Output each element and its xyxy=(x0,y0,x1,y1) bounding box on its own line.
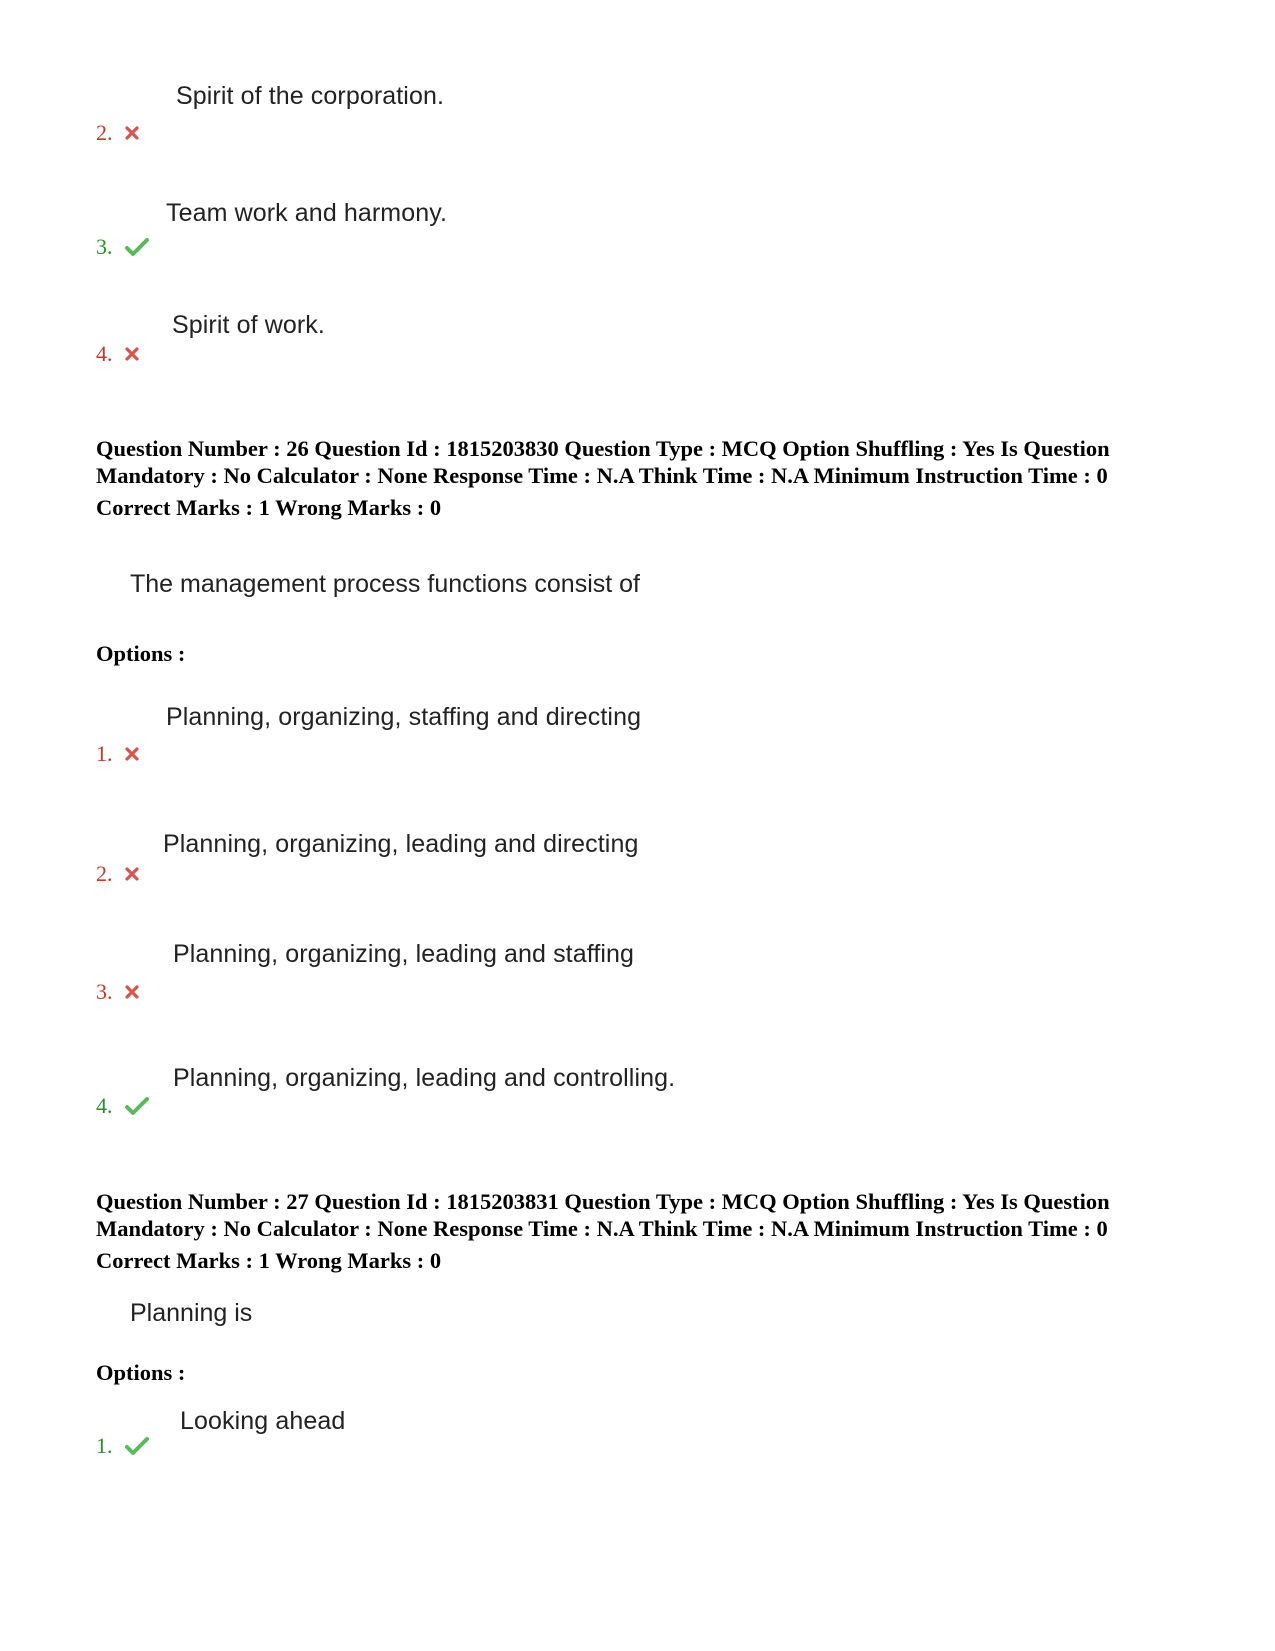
option-text: Team work and harmony. xyxy=(166,199,448,227)
meta-marks: Correct Marks : 1 Wrong Marks : 0 xyxy=(96,495,442,520)
option-text: Spirit of the corporation. xyxy=(176,82,445,110)
option-marker xyxy=(96,1433,149,1459)
option-number: 1. xyxy=(96,1433,113,1458)
meta-line: Mandatory : No Calculator : None Response Time : N.A Think Time : N.A Minimum Instruction Time : 0 xyxy=(96,1216,1108,1241)
cross-icon xyxy=(125,867,139,881)
question-text: The management process functions consist of xyxy=(130,570,640,598)
option-number: 3. xyxy=(96,234,113,259)
meta-line: Question Number : 27 Question Id : 1815203831 Question Type : MCQ Option Shuffling : Yes Is Question xyxy=(96,1189,1110,1214)
option-marker xyxy=(96,979,139,1005)
options-label: Options : xyxy=(96,1360,186,1385)
option-text: Planning, organizing, leading and controlling. xyxy=(173,1064,676,1092)
cross-icon xyxy=(125,985,139,999)
question-text: Planning is xyxy=(130,1299,253,1327)
option-marker xyxy=(96,741,139,767)
cross-icon xyxy=(125,747,139,761)
option-text: Looking ahead xyxy=(180,1407,346,1435)
check-icon xyxy=(125,237,149,257)
option-number: 3. xyxy=(96,979,113,1004)
options-label: Options : xyxy=(96,641,186,666)
option-number: 4. xyxy=(96,1093,113,1118)
meta-line: Question Number : 26 Question Id : 1815203830 Question Type : MCQ Option Shuffling : Yes Is Question xyxy=(96,436,1110,461)
check-icon xyxy=(125,1436,149,1456)
question-meta xyxy=(96,1188,1186,1274)
option-marker xyxy=(96,120,139,146)
option-text: Planning, organizing, leading and staffing xyxy=(173,940,635,968)
option-marker xyxy=(96,861,139,887)
option-number: 4. xyxy=(96,341,113,366)
meta-line: Mandatory : No Calculator : None Response Time : N.A Think Time : N.A Minimum Instruction Time : 0 xyxy=(96,463,1108,488)
option-number: 2. xyxy=(96,120,113,145)
option-text: Planning, organizing, leading and directing xyxy=(163,830,639,858)
option-text: Spirit of work. xyxy=(172,311,325,339)
cross-icon xyxy=(125,126,139,140)
check-icon xyxy=(125,1096,149,1116)
option-marker xyxy=(96,1093,149,1119)
option-text: Planning, organizing, staffing and directing xyxy=(166,703,642,731)
meta-marks: Correct Marks : 1 Wrong Marks : 0 xyxy=(96,1248,442,1273)
cross-icon xyxy=(125,347,139,361)
option-number: 1. xyxy=(96,741,113,766)
question-meta xyxy=(96,435,1186,521)
option-number: 2. xyxy=(96,861,113,886)
option-marker xyxy=(96,341,139,367)
option-marker xyxy=(96,234,149,260)
